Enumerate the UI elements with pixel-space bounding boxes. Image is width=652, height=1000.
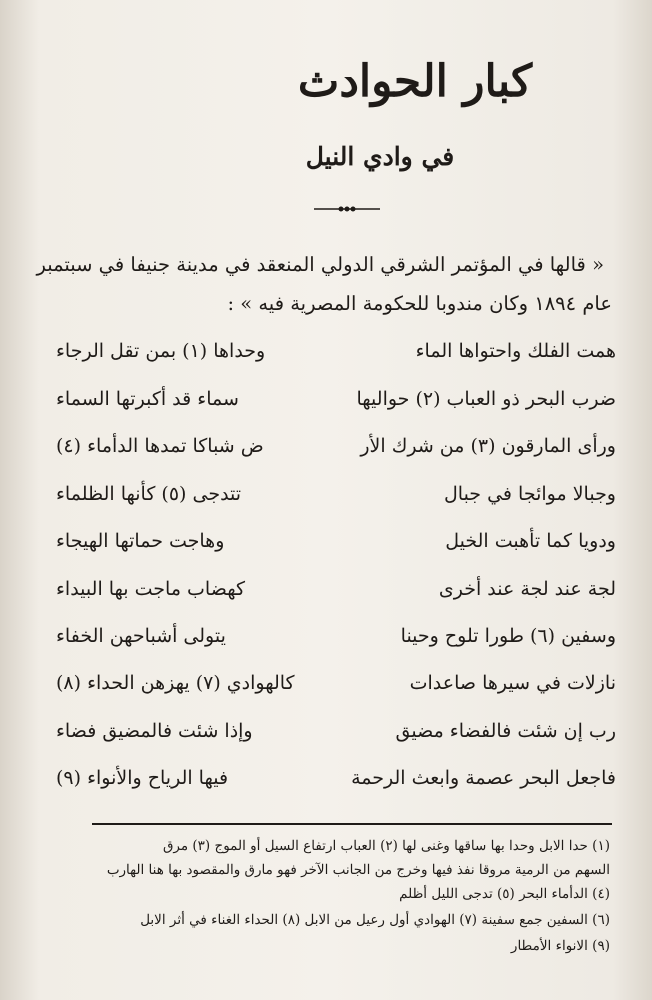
verse-first-hemistich: رب إن شئت فالفضاء مضيق (395, 720, 616, 742)
verse-second-hemistich: سماء قد أكبرتها السماء (56, 388, 239, 410)
footnote-line: (١) حدا الابل وحدا بها ساقها وغنى لها (٢) العباب ارتفاع السيل أو الموج (٣) مرق (162, 838, 610, 854)
verse-first-hemistich: فاجعل البحر عصمة وابعث الرحمة (351, 767, 616, 789)
verse-second-hemistich: ض شباكا تمدها الدأماء (٤) (56, 435, 264, 457)
verse-line (56, 662, 616, 704)
verse-first-hemistich: وجبالا موائجا في جبال (443, 483, 616, 505)
verse-line (56, 473, 616, 515)
verse-second-hemistich: يتولى أشباحهن الخفاء (56, 625, 226, 647)
intro-line: « قالها في المؤتمر الشرقي الدولي المنعقد في مدينة جنيفا في سبتمبر (36, 253, 604, 276)
footnote-line: (٩) الانواء الأمطار (510, 938, 610, 954)
verse-second-hemistich: كالهوادي (٧) يهزهن الحداء (٨) (56, 672, 295, 694)
verse-second-hemistich: فيها الرياح والأنواء (٩) (56, 767, 229, 789)
verse-second-hemistich: كهضاب ماجت بها البيداء (56, 578, 245, 600)
footnote-divider (92, 823, 612, 825)
verse-line (56, 615, 616, 657)
page-subtitle: في وادي النيل (305, 142, 455, 171)
ornament-divider-icon (312, 201, 382, 217)
verse-second-hemistich: وحداها (١) بمن تقل الرجاء (56, 340, 266, 362)
verse-first-hemistich: ضرب البحر ذو العباب (٢) حواليها (356, 388, 616, 410)
verse-second-hemistich: تتدجى (٥) كأنها الظلماء (56, 483, 242, 505)
verse-first-hemistich: ورأى المارقون (٣) من شرك الأر (360, 435, 616, 457)
footnote-line: (٤) الدأماء البحر (٥) تدجى الليل أظلم (399, 886, 610, 902)
verse-first-hemistich: همت الفلك واحتواها الماء (415, 340, 616, 362)
verse-second-hemistich: وإذا شئت فالمضيق فضاء (56, 720, 253, 742)
verse-line (56, 378, 616, 420)
intro-line: عام ١٨٩٤ وكان مندوبا للحكومة المصرية فيه » : (227, 292, 612, 315)
footnote-line: السهم من الرمية مروقا نفذ فيها وخرج من الجانب الآخر فهو مارق والمقصود بها هنا الهارب (106, 862, 610, 878)
page-title: كبار الحوادث (297, 56, 533, 107)
verse-first-hemistich: وسفين (٦) طورا تلوح وحينا (400, 625, 616, 647)
verse-line (56, 520, 616, 562)
verse-line (56, 710, 616, 752)
verse-line (56, 330, 616, 372)
verse-first-hemistich: نازلات في سيرها صاعدات (409, 672, 616, 694)
verse-second-hemistich: وهاجت حماتها الهيجاء (56, 530, 225, 552)
verse-first-hemistich: لجة عند لجة عند أخرى (438, 578, 616, 600)
verse-first-hemistich: ودويا كما تأهبت الخيل (445, 530, 616, 552)
verse-line (56, 425, 616, 467)
verse-line (56, 757, 616, 799)
footnote-line: (٦) السفين جمع سفينة (٧) الهوادي أول رعيل من الابل (٨) الحداء الغناء في أثر الابل (140, 912, 610, 928)
verse-line (56, 568, 616, 610)
